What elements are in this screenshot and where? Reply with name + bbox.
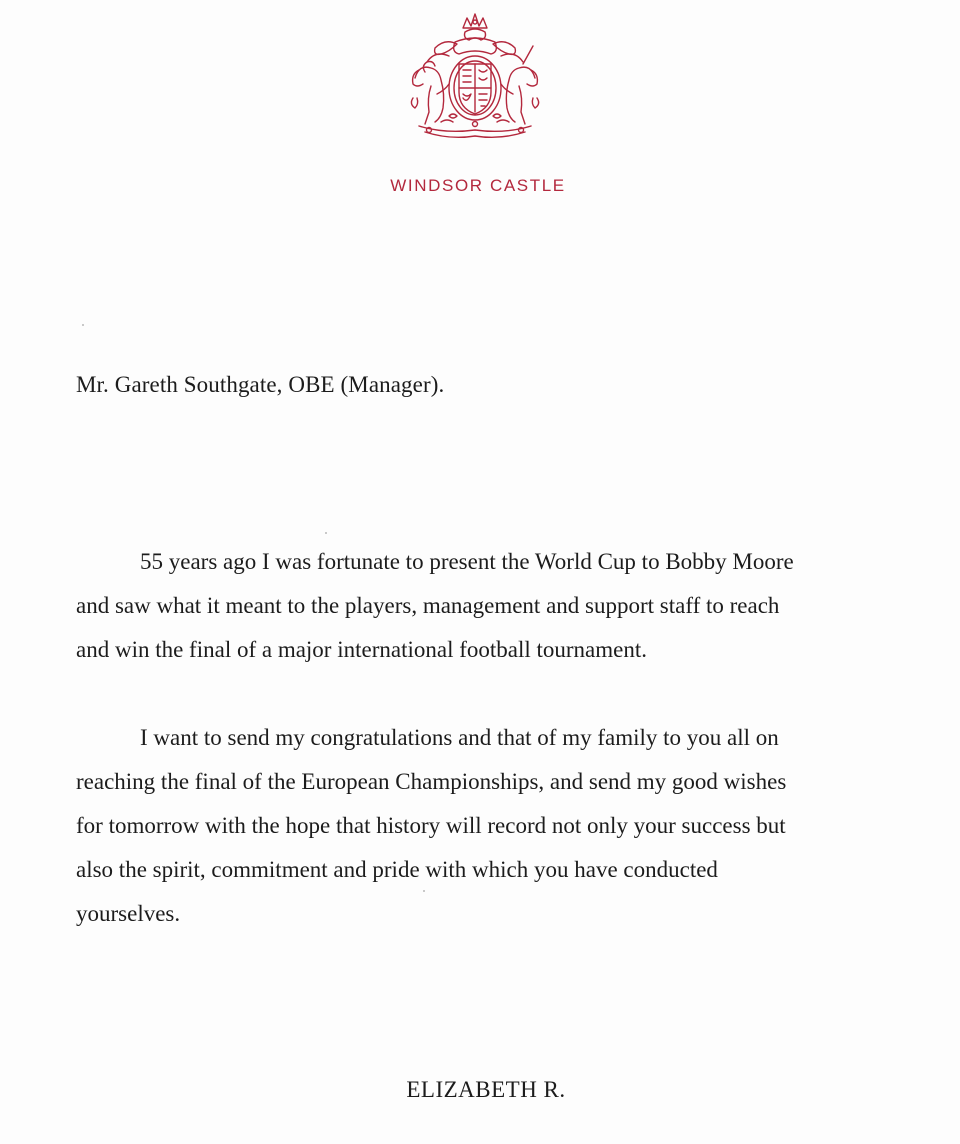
letter-paragraph-1 [76, 540, 876, 672]
addressee-line: Mr. Gareth Southgate, OBE (Manager). [76, 372, 445, 397]
paragraph-line: also the spirit, commitment and pride with which you have conducted [76, 857, 718, 882]
paragraph-line: yourselves. [76, 901, 181, 926]
paragraph-line: for tomorrow with the hope that history will record not only your success but [76, 813, 786, 838]
paragraph-line: and win the final of a major international football tournament. [76, 637, 647, 662]
signature: ELIZABETH R. [406, 1077, 566, 1102]
paragraph-line: and saw what it meant to the players, management and support staff to reach [76, 593, 780, 618]
paragraph-line: reaching the final of the European Championships, and send my good wishes [76, 769, 787, 794]
letter-paragraph-2 [76, 716, 876, 936]
letterhead-title: WINDSOR CASTLE [390, 176, 566, 195]
paragraph-line: I want to send my congratulations and that of my family to you all on [140, 725, 779, 750]
paper-speck [423, 890, 425, 892]
paragraph-line: 55 years ago I was fortunate to present the World Cup to Bobby Moore [140, 549, 794, 574]
paper-speck [325, 532, 327, 534]
royal-coat-of-arms-icon [405, 8, 545, 140]
paper-speck [82, 324, 84, 326]
